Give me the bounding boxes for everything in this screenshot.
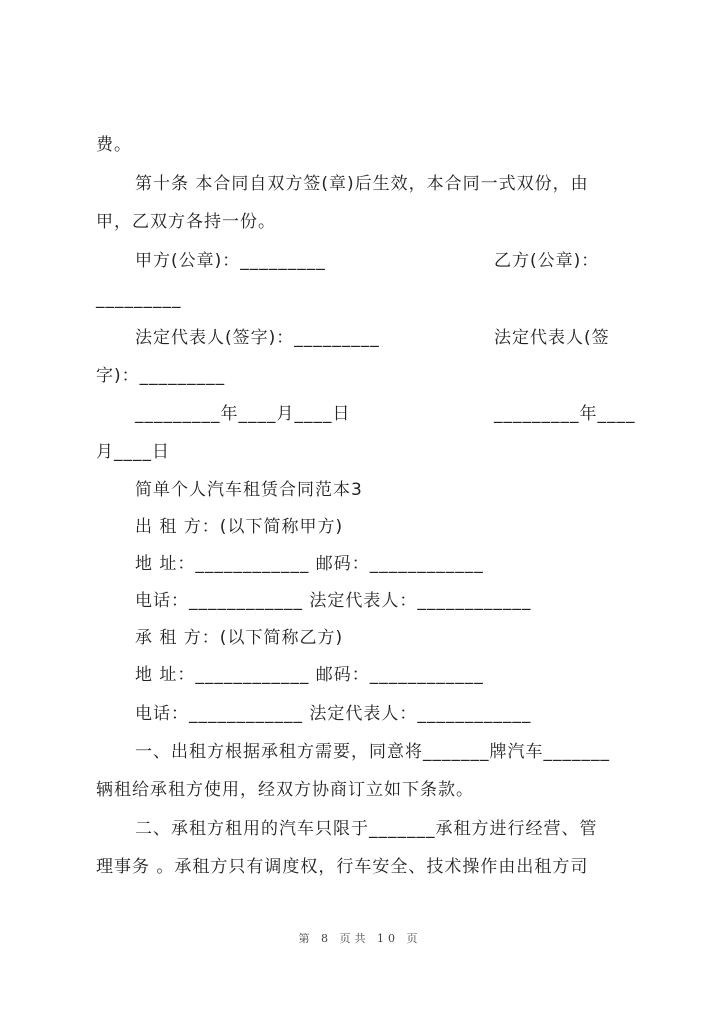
party-b-seal-blank: _________ bbox=[96, 289, 182, 309]
lessee-line: 承 租 方：(以下简称乙方) bbox=[135, 628, 344, 648]
text-line-3: 甲，乙双方各持一份。 bbox=[96, 212, 276, 232]
lessor-phone-line: 电话：____________ 法定代表人：____________ bbox=[135, 591, 532, 611]
party-a-representative: 法定代表人(签字)：_________ bbox=[135, 328, 380, 348]
clause-2-line-2: 理事务 。承租方只有调度权，行车安全、技术操作由出租方司 bbox=[96, 857, 589, 877]
lessee-phone-line: 电话：____________ 法定代表人：____________ bbox=[135, 704, 532, 724]
page-footer: 第 8 页共 10 页 bbox=[298, 932, 422, 945]
party-a-seal: 甲方(公章)：_________ bbox=[135, 251, 326, 271]
party-a-date: _________年____月____日 bbox=[135, 404, 351, 424]
section-title: 简单个人汽车租赁合同范本3 bbox=[135, 480, 363, 500]
text-line-1: 费。 bbox=[96, 135, 132, 155]
lessee-address-line: 地 址：____________ 邮码：____________ bbox=[135, 665, 484, 685]
lessor-line: 出 租 方：(以下简称甲方) bbox=[135, 517, 344, 537]
clause-2-line-1: 二、承租方租用的汽车只限于_______承租方进行经营、管 bbox=[135, 819, 598, 839]
clause-1-line-1: 一、出租方根据承租方需要，同意将_______牌汽车_______ bbox=[135, 742, 610, 762]
party-b-representative-cont: 字)：_________ bbox=[96, 366, 226, 386]
lessor-address-line: 地 址：____________ 邮码：____________ bbox=[135, 554, 484, 574]
clause-1-line-2: 辆租给承租方使用，经双方协商订立如下条款。 bbox=[96, 780, 474, 800]
party-b-seal: 乙方(公章)： bbox=[494, 251, 600, 271]
text-line-2: 第十条 本合同自双方签(章)后生效，本合同一式双份，由 bbox=[135, 174, 589, 194]
party-b-representative: 法定代表人(签 bbox=[494, 328, 610, 348]
party-b-date: _________年____ bbox=[494, 404, 636, 424]
party-b-date-cont: 月____日 bbox=[96, 442, 170, 462]
